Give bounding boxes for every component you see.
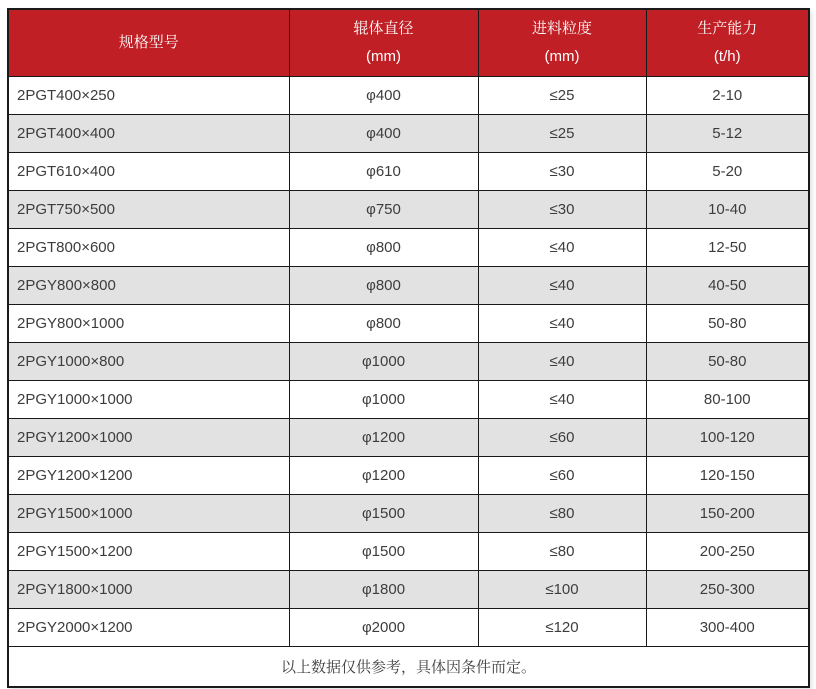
capacity-cell: 12-50 <box>646 228 809 266</box>
table-header <box>8 9 809 76</box>
model-cell: 2PGT750×500 <box>8 190 289 228</box>
header-model-label: 规格型号 <box>118 34 179 52</box>
diameter-cell: φ400 <box>289 114 478 152</box>
feed-size-cell: ≤30 <box>478 190 646 228</box>
table-row <box>8 190 809 228</box>
header-row <box>8 9 809 76</box>
table-row <box>8 608 809 646</box>
diameter-cell: φ1200 <box>289 418 478 456</box>
model-cell: 2PGT610×400 <box>8 152 289 190</box>
model-cell: 2PGT400×400 <box>8 114 289 152</box>
feed-size-cell: ≤100 <box>478 570 646 608</box>
capacity-cell: 5-12 <box>646 114 809 152</box>
footer-row <box>8 646 809 687</box>
model-cell: 2PGY1500×1200 <box>8 532 289 570</box>
header-feed-size-unit: (mm) <box>544 48 580 66</box>
model-cell: 2PGT800×600 <box>8 228 289 266</box>
diameter-cell: φ400 <box>289 76 478 114</box>
table-row <box>8 304 809 342</box>
table-row <box>8 114 809 152</box>
capacity-cell: 250-300 <box>646 570 809 608</box>
header-capacity-label: 生产能力 <box>697 20 758 38</box>
model-cell: 2PGY1000×800 <box>8 342 289 380</box>
table-row <box>8 266 809 304</box>
model-cell: 2PGT400×250 <box>8 76 289 114</box>
feed-size-cell: ≤60 <box>478 418 646 456</box>
capacity-cell: 40-50 <box>646 266 809 304</box>
feed-size-cell: ≤25 <box>478 114 646 152</box>
model-cell: 2PGY2000×1200 <box>8 608 289 646</box>
footer-note: 以上数据仅供参考，具体因条件而定。 <box>8 646 809 687</box>
diameter-cell: φ800 <box>289 304 478 342</box>
feed-size-cell: ≤30 <box>478 152 646 190</box>
diameter-cell: φ750 <box>289 190 478 228</box>
capacity-cell: 2-10 <box>646 76 809 114</box>
table-row <box>8 342 809 380</box>
model-cell: 2PGY1800×1000 <box>8 570 289 608</box>
diameter-cell: φ610 <box>289 152 478 190</box>
capacity-cell: 150-200 <box>646 494 809 532</box>
header-feed-size-label: 进料粒度 <box>531 20 592 38</box>
feed-size-cell: ≤40 <box>478 228 646 266</box>
spec-table-container <box>7 8 809 688</box>
capacity-cell: 50-80 <box>646 304 809 342</box>
diameter-cell: φ800 <box>289 228 478 266</box>
table-row <box>8 456 809 494</box>
table-footer <box>8 646 809 687</box>
capacity-cell: 100-120 <box>646 418 809 456</box>
header-roller-diameter <box>289 9 478 76</box>
feed-size-cell: ≤40 <box>478 304 646 342</box>
model-cell: 2PGY1200×1200 <box>8 456 289 494</box>
header-feed-size <box>478 9 646 76</box>
capacity-cell: 120-150 <box>646 456 809 494</box>
table-row <box>8 152 809 190</box>
capacity-cell: 200-250 <box>646 532 809 570</box>
feed-size-cell: ≤60 <box>478 456 646 494</box>
capacity-cell: 5-20 <box>646 152 809 190</box>
header-model <box>8 9 289 76</box>
diameter-cell: φ1000 <box>289 342 478 380</box>
feed-size-cell: ≤25 <box>478 76 646 114</box>
capacity-cell: 10-40 <box>646 190 809 228</box>
diameter-cell: φ1200 <box>289 456 478 494</box>
model-cell: 2PGY1500×1000 <box>8 494 289 532</box>
feed-size-cell: ≤40 <box>478 342 646 380</box>
diameter-cell: φ1800 <box>289 570 478 608</box>
table-row <box>8 380 809 418</box>
table-row <box>8 76 809 114</box>
diameter-cell: φ800 <box>289 266 478 304</box>
capacity-cell: 80-100 <box>646 380 809 418</box>
table-row <box>8 228 809 266</box>
model-cell: 2PGY1000×1000 <box>8 380 289 418</box>
table-body <box>8 76 809 646</box>
diameter-cell: φ1500 <box>289 494 478 532</box>
header-roller-diameter-label: 辊体直径 <box>353 20 414 38</box>
table-row <box>8 418 809 456</box>
model-cell: 2PGY800×1000 <box>8 304 289 342</box>
feed-size-cell: ≤80 <box>478 494 646 532</box>
diameter-cell: φ2000 <box>289 608 478 646</box>
diameter-cell: φ1500 <box>289 532 478 570</box>
header-roller-diameter-unit: (mm) <box>366 48 401 66</box>
table-row <box>8 494 809 532</box>
table-row <box>8 532 809 570</box>
feed-size-cell: ≤40 <box>478 266 646 304</box>
header-capacity-unit: (t/h) <box>713 48 741 66</box>
feed-size-cell: ≤40 <box>478 380 646 418</box>
capacity-cell: 50-80 <box>646 342 809 380</box>
model-cell: 2PGY800×800 <box>8 266 289 304</box>
diameter-cell: φ1000 <box>289 380 478 418</box>
feed-size-cell: ≤80 <box>478 532 646 570</box>
model-cell: 2PGY1200×1000 <box>8 418 289 456</box>
header-capacity <box>646 9 809 76</box>
table-row <box>8 570 809 608</box>
spec-table <box>7 8 810 688</box>
capacity-cell: 300-400 <box>646 608 809 646</box>
feed-size-cell: ≤120 <box>478 608 646 646</box>
